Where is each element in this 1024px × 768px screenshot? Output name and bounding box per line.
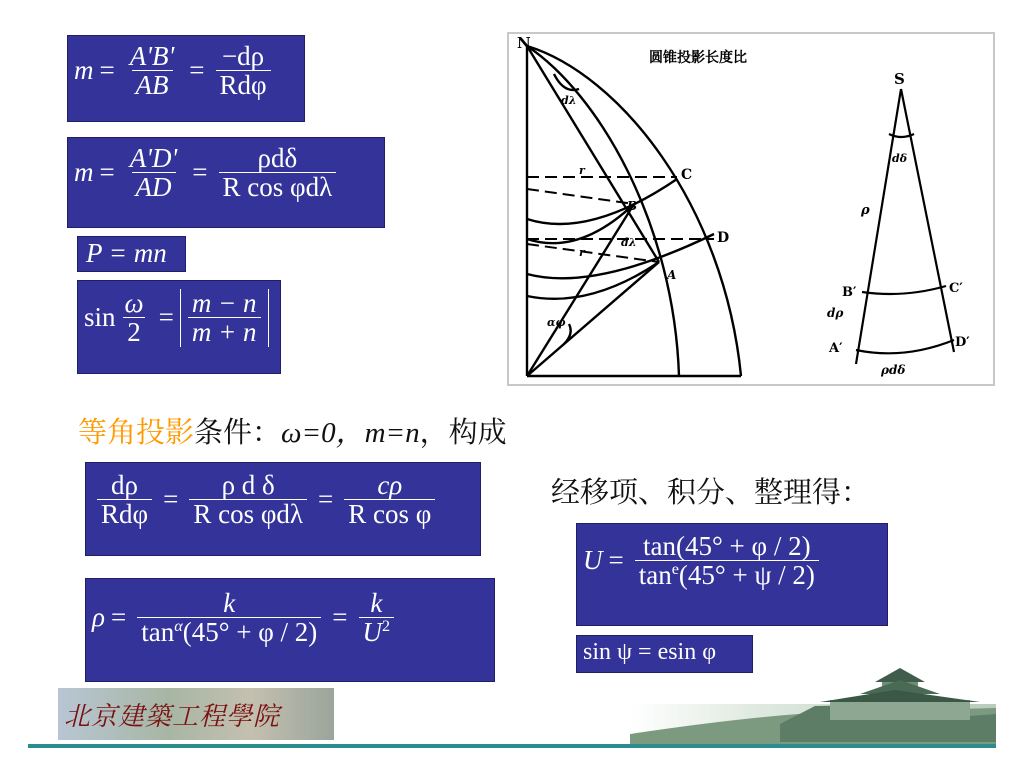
denominator: Rdφ	[97, 499, 152, 528]
numerator: cρ	[377, 470, 403, 500]
numerator: ω	[124, 288, 144, 318]
denominator: Rdφ	[216, 70, 271, 99]
formula-symbol: m	[74, 55, 94, 86]
formula-box-rho: ρ = $\frac{k}{\tan^\alpha(45^\circ + \varphi / 2)}$ = $\frac{k}{U^2}$	[85, 578, 495, 682]
superscript: α	[174, 617, 183, 636]
denominator-arg: (45° + φ / 2)	[182, 617, 318, 648]
numerator: ρdδ	[257, 143, 298, 173]
formula-box-area-ratio	[77, 236, 186, 272]
label-C: C	[681, 167, 693, 183]
formula-box-angle-deformation: sin $\frac{\omega}{2}$ = $\frac{m - n}{m + n}$	[77, 280, 281, 374]
numerator: A'B'	[129, 41, 175, 71]
formula-symbol: m	[74, 157, 94, 188]
label-A: A	[667, 268, 677, 282]
formula-box-length-ratio-meridian: m = $\frac{A'B'}{AB}$ = $\frac{-d\rho}{\text{Rdφ}}$	[67, 35, 305, 122]
numerator: k	[223, 588, 236, 618]
formula-text: sin ψ = esin φ	[583, 639, 717, 665]
label-C-prime: C′	[949, 281, 963, 296]
denominator: 2	[123, 317, 145, 346]
superscript: e	[671, 560, 679, 579]
derivation-text: 经移项、积分、整理得：	[551, 475, 871, 509]
label-N: N	[517, 34, 531, 52]
denominator: m + n	[188, 317, 261, 346]
label-r: r	[579, 164, 585, 177]
label-D-prime: D′	[955, 335, 970, 350]
conformal-condition-line	[78, 410, 507, 451]
numerator: m − n	[191, 288, 257, 318]
label-S: S	[894, 70, 905, 88]
label-d-rho: dρ	[827, 306, 844, 320]
label-d-delta: dδ	[892, 152, 908, 165]
label-rho-d-delta: ρdδ	[881, 363, 906, 377]
logo-text: 北京建築工程學院	[64, 702, 281, 732]
conic-projection-figure	[507, 32, 995, 386]
label-d-lambda: dλ	[621, 236, 637, 249]
denominator: R cos φdλ	[189, 499, 307, 528]
denominator-arg: (45° + ψ / 2)	[678, 560, 815, 591]
condition-math: ω=0，m=n	[281, 417, 420, 449]
formula-symbol: U	[583, 545, 603, 576]
denominator: AB	[132, 70, 173, 99]
university-logo	[58, 688, 334, 740]
denominator: R cos φ	[344, 499, 435, 528]
formula-box-U: U = $\frac{\tan(45^\circ + \varphi / 2)}{\tan^e(45^\circ + \psi / 2)}$	[576, 523, 888, 626]
formula-text: P = mn	[86, 238, 167, 268]
condition-suffix: ，构成	[419, 415, 507, 449]
denominator: U	[362, 617, 383, 648]
footer-divider	[28, 744, 996, 748]
label-d-lambda: dλ	[561, 94, 577, 107]
function-name: sin	[84, 302, 116, 333]
numerator: −dρ	[221, 41, 265, 71]
numerator: ρ d δ	[221, 470, 275, 500]
formula-symbol: ρ	[92, 602, 105, 633]
label-alpha-phi: αφ	[547, 316, 566, 329]
formula-box-conformal-equation: $\frac{d\rho}{\text{Rdφ}}$ = $\frac{\text{ρ d δ}}{\text{R cos φdλ}}$ = $\frac{c\rho}{\text{R cos φ}}$	[85, 462, 481, 556]
numerator: A'D'	[129, 143, 178, 173]
superscript: 2	[382, 617, 391, 636]
label-D: D	[717, 230, 730, 246]
label-B-prime: B′	[842, 285, 857, 300]
highlight-term: 等角投影	[78, 415, 195, 449]
denominator: AD	[132, 172, 176, 201]
label-A-prime: A′	[829, 341, 843, 356]
denominator: R cos φdλ	[219, 172, 337, 201]
figure-title: 圆锥投影长度比	[649, 50, 747, 66]
label-rho: ρ	[861, 203, 870, 218]
numerator: k	[370, 588, 383, 618]
numerator: tan(45° + φ / 2)	[643, 531, 811, 561]
conic-projection-diagram	[509, 34, 993, 384]
denominator-fn: tan	[141, 617, 175, 648]
campus-building-illustration	[630, 664, 996, 744]
denominator-fn: tan	[638, 560, 672, 591]
formula-box-length-ratio-parallel: m = $\frac{A'D'}{AD}$ = $\frac{\text{ρdδ}}{\text{R cos φdλ}}$	[67, 137, 385, 228]
label-r: r	[579, 246, 585, 259]
label-B: B	[627, 199, 638, 213]
condition-label: 条件：	[194, 415, 282, 449]
numerator: dρ	[111, 470, 139, 500]
